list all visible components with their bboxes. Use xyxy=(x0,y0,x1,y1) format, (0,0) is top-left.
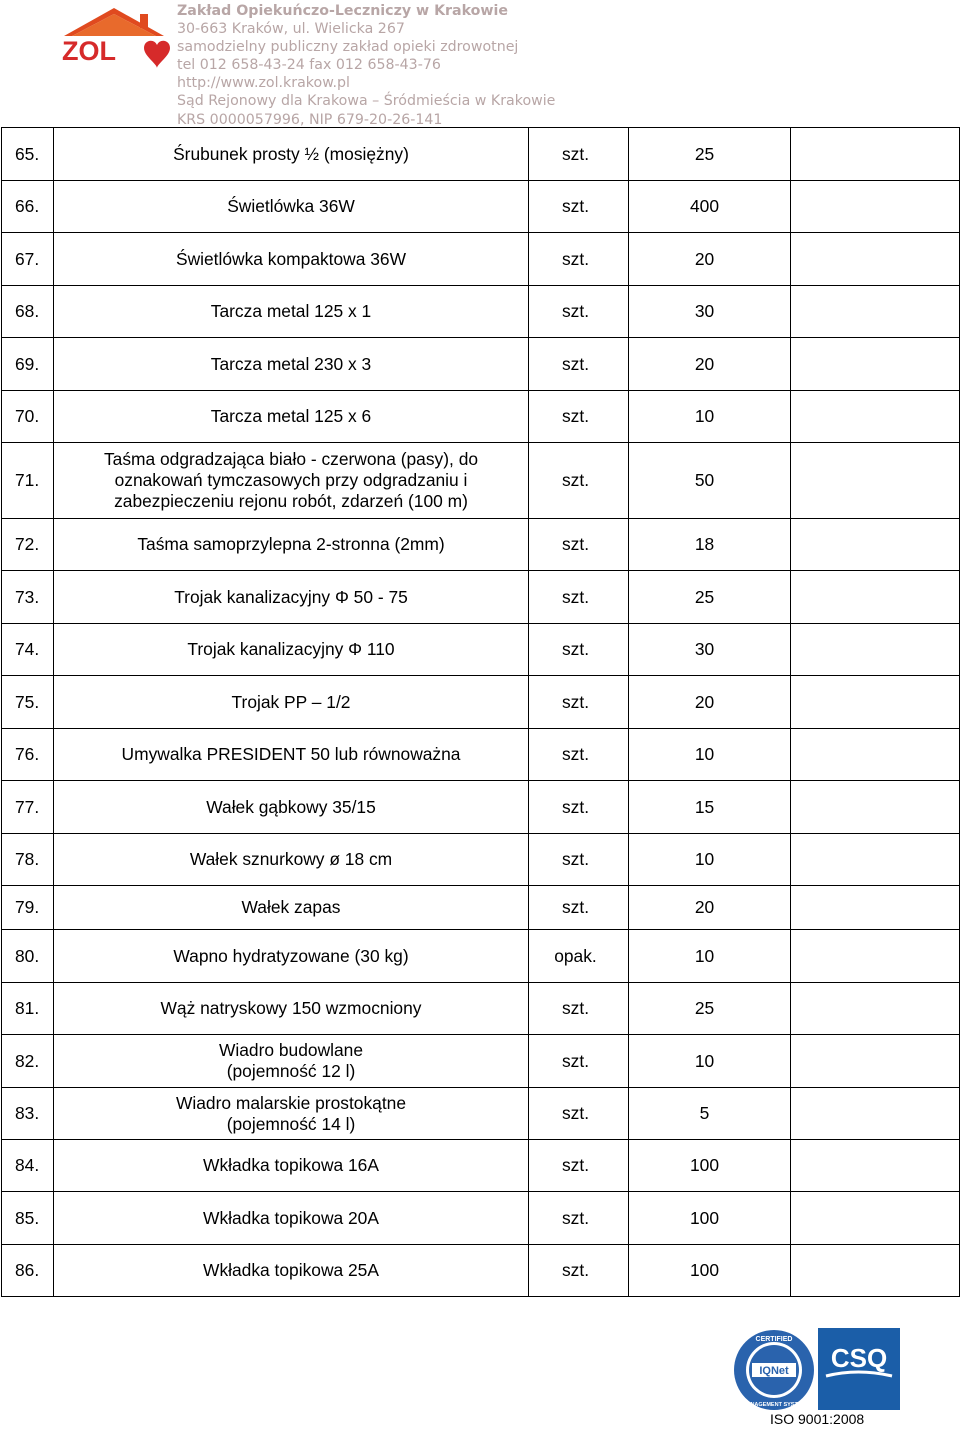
item-quantity: 20 xyxy=(629,338,791,391)
org-line: Zakład Opiekuńczo-Leczniczy w Krakowie xyxy=(177,3,509,19)
item-unit: szt. xyxy=(529,983,629,1035)
table-row xyxy=(2,233,960,286)
item-unit: szt. xyxy=(529,676,629,729)
item-name-text: Wiadro malarskie prostokątne (pojemność 14 l) xyxy=(175,1092,407,1134)
item-price-empty xyxy=(791,1088,960,1140)
item-name: Śrubunek prosty ½ (mosiężny) xyxy=(54,128,529,181)
item-price-empty xyxy=(791,886,960,930)
item-price-empty xyxy=(791,286,960,338)
table-row xyxy=(2,571,960,624)
table-row xyxy=(2,886,960,930)
item-name: Świetlówka kompaktowa 36W xyxy=(54,233,529,286)
csq-text: CSQ xyxy=(830,1343,888,1373)
item-price-empty xyxy=(791,338,960,391)
item-price-empty xyxy=(791,233,960,286)
item-price-empty xyxy=(791,983,960,1035)
item-price-empty xyxy=(791,181,960,233)
table-row xyxy=(2,1140,960,1192)
table-row xyxy=(2,1035,960,1088)
item-unit: szt. xyxy=(529,286,629,338)
item-unit: opak. xyxy=(529,930,629,983)
item-unit: szt. xyxy=(529,519,629,571)
org-line: http://www.zol.krakow.pl xyxy=(177,75,350,92)
item-number: 74. xyxy=(2,624,54,676)
item-name: Umywalka PRESIDENT 50 lub równoważna xyxy=(54,729,529,781)
item-number: 84. xyxy=(2,1140,54,1192)
table-row xyxy=(2,983,960,1035)
table-row xyxy=(2,181,960,233)
item-number: 79. xyxy=(2,886,54,930)
item-quantity: 25 xyxy=(629,128,791,181)
item-quantity: 20 xyxy=(629,233,791,286)
item-name xyxy=(54,1088,529,1140)
table-row xyxy=(2,1088,960,1140)
item-name: Tarcza metal 125 x 6 xyxy=(54,391,529,443)
item-name: Wkładka topikowa 25A xyxy=(54,1245,529,1297)
item-quantity: 18 xyxy=(629,519,791,571)
item-quantity: 25 xyxy=(629,983,791,1035)
item-name: Trojak kanalizacyjny Φ 110 xyxy=(54,624,529,676)
item-unit: szt. xyxy=(529,1245,629,1297)
item-unit: szt. xyxy=(529,338,629,391)
table-row xyxy=(2,391,960,443)
table-row xyxy=(2,729,960,781)
organization-details xyxy=(177,2,677,129)
item-unit: szt. xyxy=(529,233,629,286)
item-number: 68. xyxy=(2,286,54,338)
item-number: 77. xyxy=(2,781,54,834)
letterhead xyxy=(0,0,960,126)
item-number: 85. xyxy=(2,1192,54,1245)
item-unit: szt. xyxy=(529,391,629,443)
item-unit: szt. xyxy=(529,181,629,233)
item-name: Świetlówka 36W xyxy=(54,181,529,233)
item-price-empty xyxy=(791,729,960,781)
item-unit: szt. xyxy=(529,886,629,930)
item-number: 65. xyxy=(2,128,54,181)
item-price-empty xyxy=(791,624,960,676)
item-quantity: 50 xyxy=(629,443,791,519)
item-unit: szt. xyxy=(529,781,629,834)
item-number: 67. xyxy=(2,233,54,286)
item-quantity: 100 xyxy=(629,1192,791,1245)
table-row xyxy=(2,443,960,519)
org-line: KRS 0000057996, NIP 679-20-26-141 xyxy=(177,111,443,128)
table-row xyxy=(2,930,960,983)
csq-logo xyxy=(818,1328,900,1410)
item-unit: szt. xyxy=(529,571,629,624)
item-unit: szt. xyxy=(529,1192,629,1245)
item-name: Wkładka topikowa 16A xyxy=(54,1140,529,1192)
item-price-empty xyxy=(791,1035,960,1088)
iqnet-certified-seal xyxy=(732,1328,816,1412)
item-unit: szt. xyxy=(529,834,629,886)
org-line: samodzielny publiczny zakład opieki zdrowotnej xyxy=(177,39,519,56)
item-name: Wałek sznurkowy ø 18 cm xyxy=(54,834,529,886)
item-unit: szt. xyxy=(529,1035,629,1088)
item-name: Tarcza metal 125 x 1 xyxy=(54,286,529,338)
item-name: Trojak PP – 1/2 xyxy=(54,676,529,729)
table-row xyxy=(2,834,960,886)
logo-text: ZOL xyxy=(62,36,116,66)
item-quantity: 20 xyxy=(629,886,791,930)
org-line: Sąd Rejonowy dla Krakowa – Śródmieścia w Krakowie xyxy=(177,93,556,110)
table-row xyxy=(2,676,960,729)
item-name-text: Taśma odgradzająca biało - czerwona (pasy), do oznakowań tymczasowych przy odgradzaniu i zabezpieczeniu rejonu robót, zdarzeń (100 m) xyxy=(103,449,479,511)
table-row xyxy=(2,519,960,571)
item-number: 80. xyxy=(2,930,54,983)
item-unit: szt. xyxy=(529,443,629,519)
item-quantity: 15 xyxy=(629,781,791,834)
item-number: 82. xyxy=(2,1035,54,1088)
item-price-empty xyxy=(791,519,960,571)
item-number: 75. xyxy=(2,676,54,729)
table-row xyxy=(2,1245,960,1297)
item-price-empty xyxy=(791,1245,960,1297)
svg-text:CERTIFIED: CERTIFIED xyxy=(755,1336,793,1343)
item-number: 73. xyxy=(2,571,54,624)
item-quantity: 30 xyxy=(629,624,791,676)
item-number: 71. xyxy=(2,443,54,519)
item-number: 81. xyxy=(2,983,54,1035)
item-unit: szt. xyxy=(529,1140,629,1192)
item-number: 78. xyxy=(2,834,54,886)
org-line: tel 012 658-43-24 fax 012 658-43-76 xyxy=(177,57,441,74)
table-row xyxy=(2,338,960,391)
items-table xyxy=(1,127,960,1297)
iso-label: ISO 9001:2008 xyxy=(770,1411,865,1427)
item-quantity: 10 xyxy=(629,729,791,781)
item-price-empty xyxy=(791,930,960,983)
item-quantity: 10 xyxy=(629,834,791,886)
item-price-empty xyxy=(791,1140,960,1192)
item-number: 76. xyxy=(2,729,54,781)
item-name: Wałek zapas xyxy=(54,886,529,930)
item-unit: szt. xyxy=(529,729,629,781)
item-number: 72. xyxy=(2,519,54,571)
item-price-empty xyxy=(791,443,960,519)
item-price-empty xyxy=(791,781,960,834)
item-quantity: 100 xyxy=(629,1140,791,1192)
item-name xyxy=(54,443,529,519)
table-row xyxy=(2,128,960,181)
item-quantity: 30 xyxy=(629,286,791,338)
item-price-empty xyxy=(791,834,960,886)
svg-text:MANAGEMENT SYSTEM: MANAGEMENT SYSTEM xyxy=(741,1402,807,1408)
item-number: 83. xyxy=(2,1088,54,1140)
item-number: 69. xyxy=(2,338,54,391)
item-quantity: 400 xyxy=(629,181,791,233)
item-number: 70. xyxy=(2,391,54,443)
item-number: 66. xyxy=(2,181,54,233)
item-quantity: 10 xyxy=(629,1035,791,1088)
iqnet-text: IQNet xyxy=(759,1365,789,1377)
item-name: Wałek gąbkowy 35/15 xyxy=(54,781,529,834)
item-quantity: 10 xyxy=(629,391,791,443)
table-row xyxy=(2,1192,960,1245)
table-row xyxy=(2,286,960,338)
item-name xyxy=(54,1035,529,1088)
item-unit: szt. xyxy=(529,1088,629,1140)
item-price-empty xyxy=(791,128,960,181)
item-name-text: Wiadro budowlane (pojemność 12 l) xyxy=(218,1040,364,1081)
item-name: Wąż natryskowy 150 wzmocniony xyxy=(54,983,529,1035)
table-row xyxy=(2,624,960,676)
item-name: Trojak kanalizacyjny Φ 50 - 75 xyxy=(54,571,529,624)
item-price-empty xyxy=(791,391,960,443)
item-quantity: 100 xyxy=(629,1245,791,1297)
org-line: 30-663 Kraków, ul. Wielicka 267 xyxy=(177,21,405,38)
table-row xyxy=(2,781,960,834)
zol-logo xyxy=(58,0,174,126)
item-quantity: 10 xyxy=(629,930,791,983)
item-quantity: 25 xyxy=(629,571,791,624)
item-price-empty xyxy=(791,1192,960,1245)
item-quantity: 5 xyxy=(629,1088,791,1140)
item-price-empty xyxy=(791,676,960,729)
item-name: Tarcza metal 230 x 3 xyxy=(54,338,529,391)
item-quantity: 20 xyxy=(629,676,791,729)
item-name: Wkładka topikowa 20A xyxy=(54,1192,529,1245)
item-unit: szt. xyxy=(529,624,629,676)
item-number: 86. xyxy=(2,1245,54,1297)
item-name: Wapno hydratyzowane (30 kg) xyxy=(54,930,529,983)
item-price-empty xyxy=(791,571,960,624)
item-unit: szt. xyxy=(529,128,629,181)
item-name: Taśma samoprzylepna 2-stronna (2mm) xyxy=(54,519,529,571)
